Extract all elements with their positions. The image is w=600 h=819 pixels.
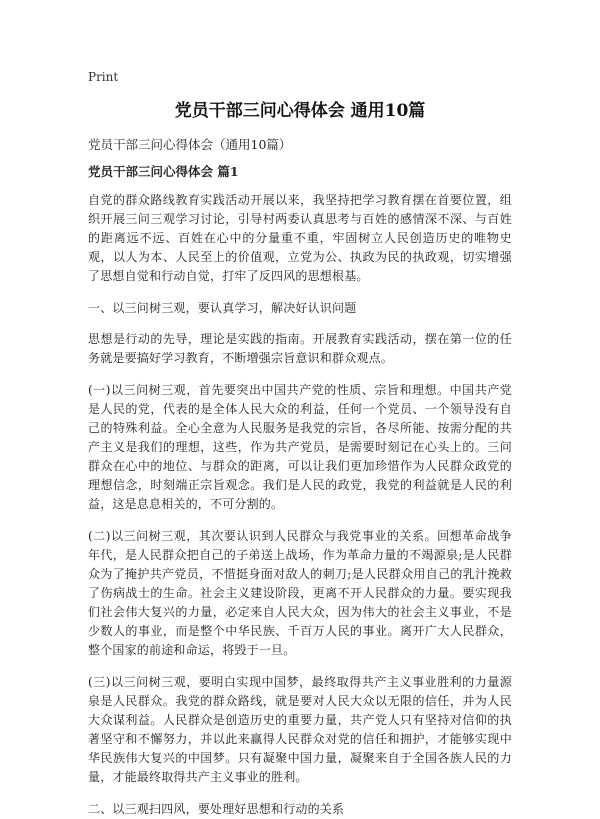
paragraph-point-one: (一)以三问树三观，首先要突出中国共产党的性质、宗旨和理想。中国共产党是人民的党，代表的是全体人民大众的利益，任何一个党员、一个领导没有自己的特殊利益。全心全意为人民服务是我党的宗旨，各尽所能、按需分配的共产主义是我们的理想，这些，作为共产党员，是需要时刻记在心头上的。三问群众在心中的地位、与群众的距离，可以让我们更加珍惜作为人民群众政党的理想信念，时刻端正宗旨观念。我们是人民的政党，我党的利益就是人民的利益，这是息息相关的，不可分割的。 <box>88 383 512 511</box>
paragraph-point-two: (二)以三问树三观，其次要认识到人民群众与我党事业的关系。回想革命战争年代，是人民群众把自己的子弟送上战场，作为革命力量的不竭源泉;是人民群众为了掩护共产党员，不惜挺身面对敌人的刺刀;是人民群众用自己的乳汁挽救了伤病战士的生命。社会主义建设阶段，更离不开人民群众的力量。要实现我们社会伟大复兴的力量，必定来自人民大众，因为伟大的社会主义事业，不是少数人的事业，而是整个中华民族、千百万人民的事业。离开广大人民群众，整个国家的前途和命运，将毁于一旦。 <box>88 529 512 657</box>
paragraph-point-three: (三)以三问树三观，要明白实现中国梦，最终取得共产主义事业胜利的力量源泉是人民群众。我党的群众路线，就是要对人民大众以无限的信任，并为人民大众谋利益。人民群众是创造历史的重要力量，共产党人只有坚持对信仰的执著坚守和不懈努力，并以此来赢得人民群众对党的信任和拥护，才能够实现中华民族伟大复兴的中国梦。只有凝聚中国力量，凝聚来自于全国各族人民的力量，才能最终取得共产主义事业的胜利。 <box>88 675 512 784</box>
document-title: 党员干部三问心得体会 通用10篇 <box>174 101 426 121</box>
paragraph-heading-two: 二、以三观扫四风，要处理好思想和行动的关系 <box>88 802 345 816</box>
document-subtitle: 党员干部三问心得体会（通用10篇） <box>88 137 292 152</box>
paragraph-thought-guidance: 思想是行动的先导，理论是实践的指南。开展教育实践活动，摆在第一位的任务就是要搞好学习教育，不断增强宗旨意识和群众观点。 <box>88 332 512 365</box>
section-heading: 党员干部三问心得体会 篇1 <box>88 164 239 179</box>
paragraph-intro: 自党的群众路线教育实践活动开展以来，我坚持把学习教育摆在首要位置，组织开展三问三观学习讨论，引导村两委认真思考与百姓的感情深不深、与百姓的距离远不远、百姓在心中的分量重不重，牢固树立人民创造历史的唯物史观，以人为本、人民至上的价值观，立党为公、执政为民的执政观，切实增强了思想自觉和行动自觉，打牢了反四风的思想根基。 <box>88 193 512 283</box>
print-label[interactable]: Print <box>88 70 119 84</box>
paragraph-heading-one: 一、以三问树三观，要认真学习，解决好认识问题 <box>88 301 357 315</box>
